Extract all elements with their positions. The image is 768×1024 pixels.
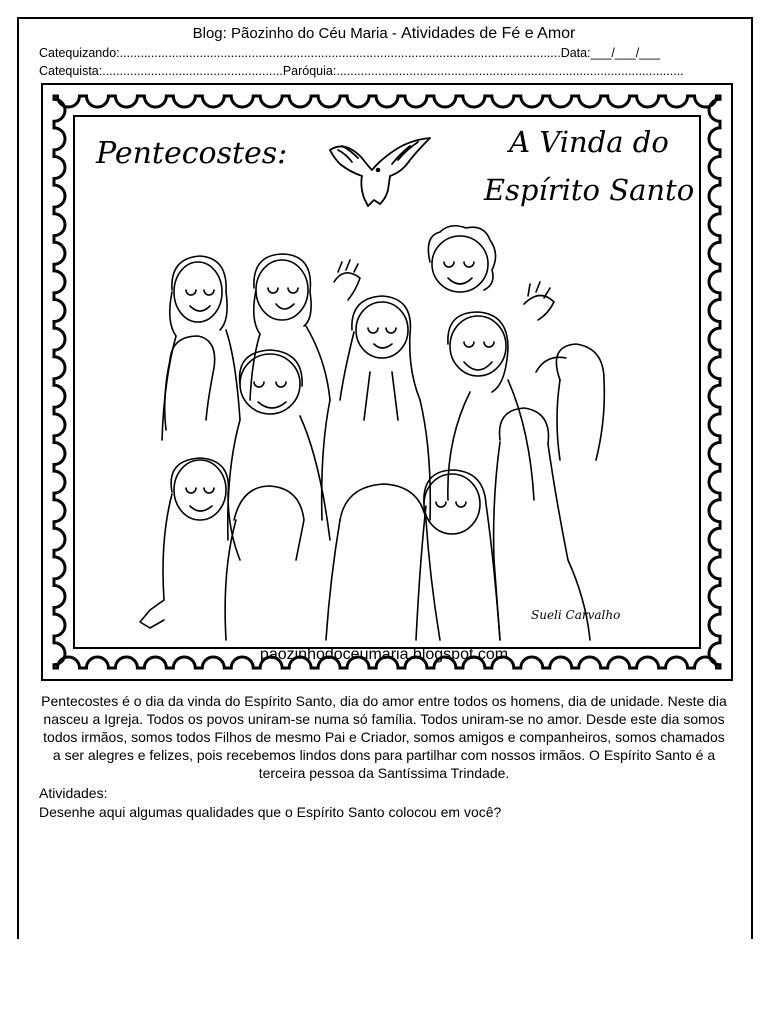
title-pentecostes: Pentecostes: xyxy=(96,136,288,171)
blog-subtitle: Atividades de Fé e Amor xyxy=(401,25,576,42)
activities-prompt: Desenhe aqui algumas qualidades que o Espírito Santo colocou em você? xyxy=(39,804,502,820)
title-vinda-line1: A Vinda do xyxy=(509,125,669,159)
paragraph-text: Pentecostes é o dia da vinda do Espírito Santo, dia do amor entre todos os homens, dia de unidade. Neste dia nasceu a Igreja. Todos os povos uniram-se numa só família. Todos uniram-se no amor. Desde este dia somos todos irmãos, somos todos Filhos de mesmo Pai e Criador, somos amigos e companheiros, somos chamados a ser alegres e felizes, pois recebemos lindos dons para partilhar com nossos irmãos. O Espírito Santo é a terceira pessoa da Santíssima Trindade. xyxy=(41,693,727,781)
catechist-label: Catequista: xyxy=(39,64,103,78)
blog-name: Blog: Pãozinho do Céu Maria - xyxy=(192,25,402,42)
title-vinda-line2: Espírito Santo xyxy=(483,173,695,207)
catechized-dots: ............................................................................................................................... xyxy=(119,46,561,60)
activities-label: Atividades: xyxy=(39,785,108,801)
artist-signature: Sueli Carvalho xyxy=(531,608,621,622)
activities-section xyxy=(39,784,501,822)
blog-url: paozinhodoceumaria.blogspot.com xyxy=(259,646,509,663)
crowd-figures xyxy=(140,226,604,640)
catechized-label: Catequizando: xyxy=(39,46,120,60)
catechist-dots: .................................................... xyxy=(102,64,283,78)
date-field: Data:___/___/___ xyxy=(560,46,661,60)
parish-dots: .................................................................................................... xyxy=(336,64,684,78)
pentecost-paragraph xyxy=(38,692,730,782)
parish-label: Paróquia: xyxy=(282,64,337,78)
dove-icon xyxy=(330,138,430,206)
